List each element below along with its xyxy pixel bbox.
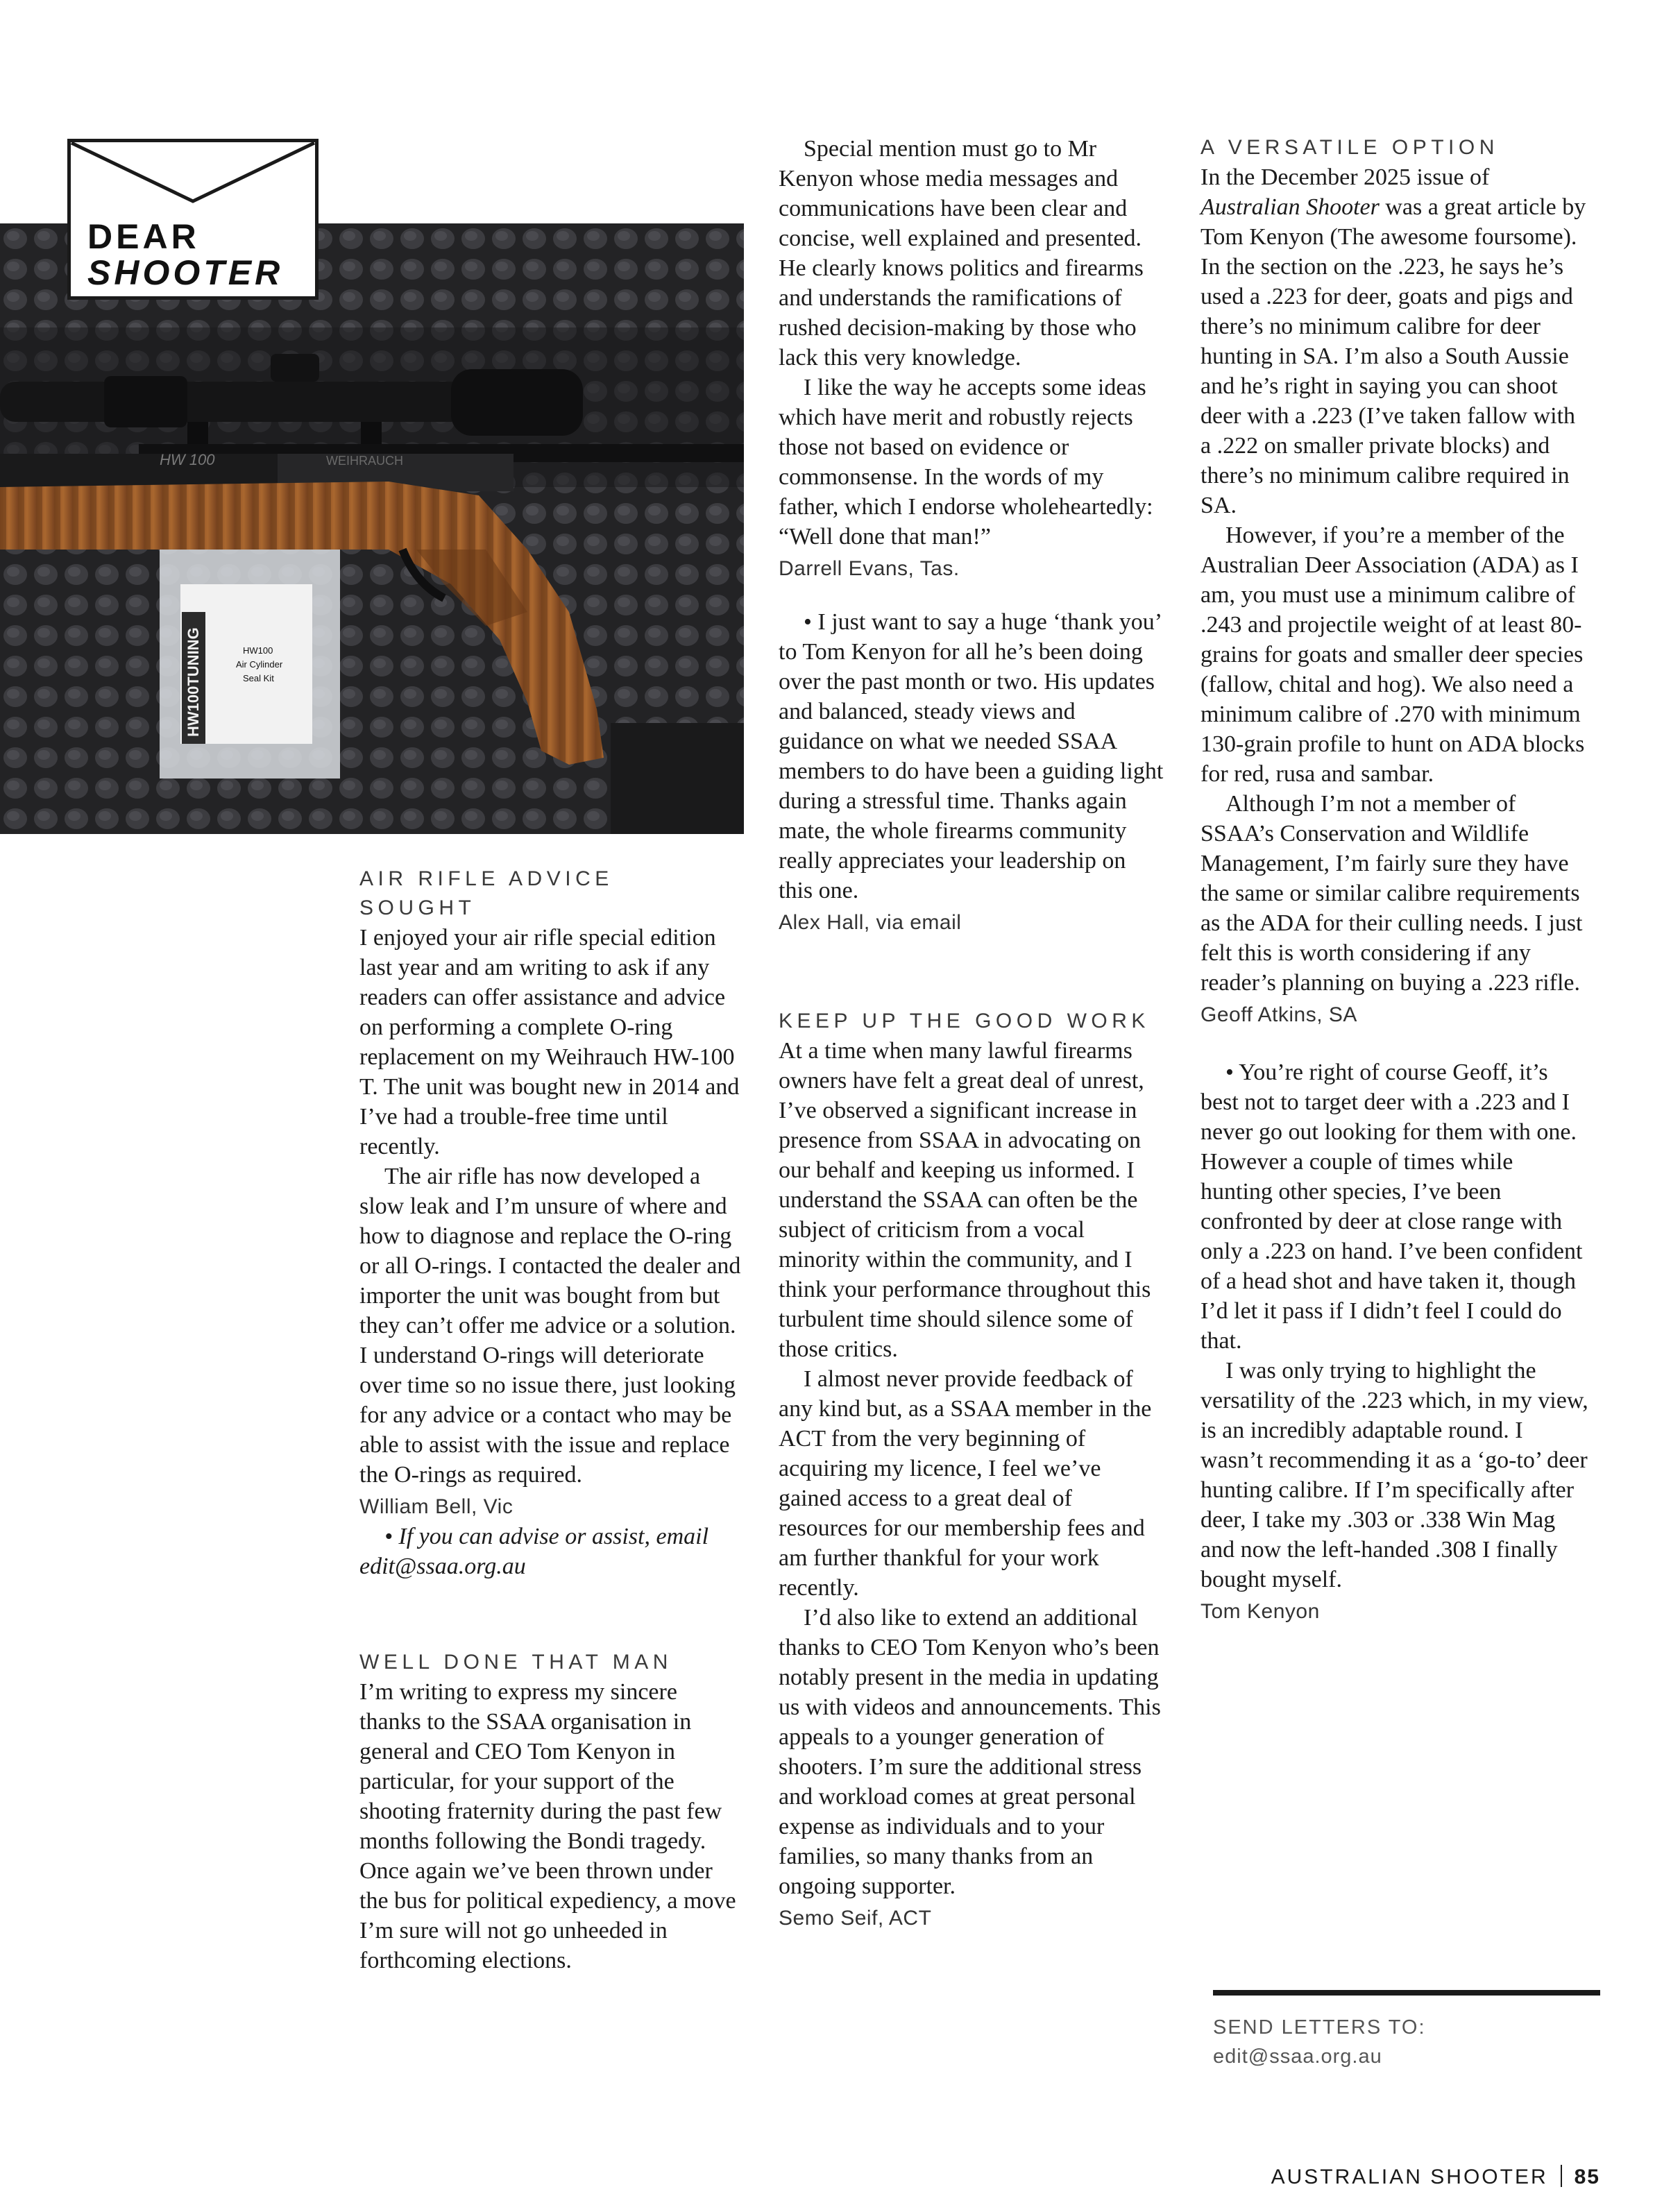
- kit-label-1: HW100: [243, 645, 273, 656]
- air-rifle-photo: [0, 223, 744, 834]
- logo-shooter: SHOOTER: [87, 253, 284, 292]
- text-run: was a great article by Tom Kenyon (The awesome foursome). In the section on the .223, he says he’s used a .223 for deer, goats and pigs and there’s no minimum calibre for deer hunting in SA. I’m also a South Aussie and he’s right in saying you can shoot deer with a .223 (I’ve taken fallow with a .222 on smaller private blocks) and there’s no minimum calibre required in SA.: [1200, 194, 1586, 518]
- heading-a-versatile-option: A VERSATILE OPTION: [1200, 136, 1499, 159]
- text-run: In the December 2025 issue of: [1200, 164, 1490, 190]
- paragraph: I like the way he accepts some ideas which have merit and robustly rejects those not based on evidence or commonsense. In the words of my father, which I endorse wholeheartedly: “Well done that man!”: [779, 375, 1153, 550]
- kit-side-label: HW100TUNING: [185, 627, 202, 737]
- paragraph: • I just want to say a huge ‘thank you’ to Tom Kenyon for all he’s been doing over the past month or two. His updates and balanced, steady views and guidance on what we needed SSAA members to do have been a guiding light during a stressful time. Thanks again mate, the whole firearms community really appreciates your leadership on this one.: [779, 609, 1164, 903]
- paragraph: I almost never provide feedback of any kind but, as a SSAA member in the ACT from the very beginning of acquiring my licence, I feel we’ve gained access to a great deal of resources for our membership fees and am further thankful for your work recently.: [779, 1366, 1152, 1601]
- send-letters-email[interactable]: edit@ssaa.org.au: [1213, 2045, 1382, 2068]
- signature: Darrell Evans, Tas.: [779, 557, 960, 580]
- page-footer: [1271, 2165, 1600, 2189]
- brand-label: WEIHRAUCH: [326, 454, 403, 468]
- signature: Alex Hall, via email: [779, 911, 962, 934]
- editor-reply: • If you can advise or assist, email edit@ssaa.org.au: [359, 1524, 709, 1579]
- paragraph: I enjoyed your air rifle special edition last year and am writing to ask if any readers can offer assistance and advice on performing a complete O-ring replacement on my Weihrauch HW-100 T. The unit was bought new in 2014 and I’ve had a trouble-free time until recently.: [359, 925, 740, 1159]
- scope-label: HW 100: [160, 451, 215, 468]
- footer-separator: [1561, 2165, 1562, 2187]
- column-3: [1200, 133, 1589, 1626]
- paragraph: Special mention must go to Mr Kenyon whose media messages and communications have been clear and concise, well explained and presented. He clearly knows politics and firearms and understands the ramifications of rushed decision-making by those who lack this very knowledge.: [779, 136, 1144, 371]
- column-1: [359, 865, 745, 1975]
- divider: [1213, 1990, 1600, 1996]
- paragraph: I’m writing to express my sincere thanks to the SSAA organisation in general and CEO Tom Kenyon in particular, for your support of the shooting fraternity during the past few months following the Bondi tragedy. Once again we’ve been thrown under the bus for political expediency, a move I’m sure will not go unheeded in forthcoming elections.: [359, 1679, 736, 1973]
- send-letters-label: SEND LETTERS TO:: [1213, 2016, 1426, 2039]
- signature: Semo Seif, ACT: [779, 1907, 932, 1930]
- signature: William Bell, Vic: [359, 1495, 514, 1518]
- signature: Tom Kenyon: [1200, 1600, 1320, 1623]
- magazine-name: AUSTRALIAN SHOOTER: [1271, 2166, 1548, 2188]
- paragraph: [1200, 162, 1589, 520]
- paragraph: At a time when many lawful firearms owners have felt a great deal of unrest, I’ve observed a significant increase in presence from SSAA in advocating on our behalf and keeping us informed. I understand the SSAA can often be the subject of criticism from a vocal minority within the community, and I think your performance throughout this turbulent time should silence some of those critics.: [779, 1038, 1151, 1362]
- paragraph: • You’re right of course Geoff, it’s best not to target deer with a .223 and I never go out looking for them with one. However a couple of times while hunting other species, I’ve been confronted by deer at close range with only a .223 on hand. I’ve been confident of a head shot and have taken it, though I’d let it pass if I didn’t feel I could do that.: [1200, 1060, 1583, 1354]
- paragraph: Although I’m not a member of SSAA’s Conservation and Wildlife Management, I’m fairly sure they have the same or similar calibre requirements as the ADA for their culling needs. I just felt this is worth considering if any reader’s planning on buying a .223 rifle.: [1200, 791, 1583, 996]
- paragraph: I was only trying to highlight the versatility of the .223 which, in my view, is an incredibly adaptable round. I wasn’t recommending it as a ‘go-to’ deer hunting calibre. If I’m specifically after deer, I take my .303 or .338 Win Mag and now the left-handed .308 I finally bought myself.: [1200, 1358, 1588, 1592]
- rifle-illustration: [0, 223, 744, 834]
- signature: Geoff Atkins, SA: [1200, 1003, 1357, 1026]
- logo-dear: DEAR: [87, 217, 200, 256]
- paragraph: I’d also like to extend an additional thanks to CEO Tom Kenyon who’s been notably present in the media in updating us with videos and announcements. This appeals to a younger generation of shooters. I’m sure the additional stress and workload comes at great personal expense as individuals and to your families, so many thanks from an ongoing supporter.: [779, 1605, 1161, 1899]
- paragraph: The air rifle has now developed a slow leak and I’m unsure of where and how to diagnose and replace the O-ring or all O-rings. I contacted the dealer and importer the unit was bought from but they can’t offer me advice or a solution. I understand O-rings will deteriorate over time so no issue there, just looking for any advice or a contact who may be able to assist with the issue and replace the O-rings as required.: [359, 1164, 741, 1488]
- kit-label-3: Seal Kit: [243, 673, 274, 683]
- heading-well-done-that-man: WELL DONE THAT MAN: [359, 1651, 672, 1674]
- heading-sought: SOUGHT: [359, 896, 476, 919]
- dear-shooter-logo: [67, 139, 319, 300]
- magazine-title: Australian Shooter: [1200, 194, 1380, 220]
- kit-label-2: Air Cylinder: [236, 659, 283, 670]
- heading-air-rifle-advice: AIR RIFLE ADVICE: [359, 867, 613, 890]
- page-number: 85: [1574, 2166, 1600, 2188]
- heading-keep-up-the-good-work: KEEP UP THE GOOD WORK: [779, 1010, 1150, 1032]
- column-2: [779, 134, 1164, 1933]
- paragraph: However, if you’re a member of the Australian Deer Association (ADA) as I am, you must use a minimum calibre of .243 and projectile weight of at least 80-grains for goats and smaller deer species (fallow, chital and hog). We also need a minimum calibre of .270 with minimum 130-grain profile to hunt on ADA blocks for red, rusa and sambar.: [1200, 522, 1585, 787]
